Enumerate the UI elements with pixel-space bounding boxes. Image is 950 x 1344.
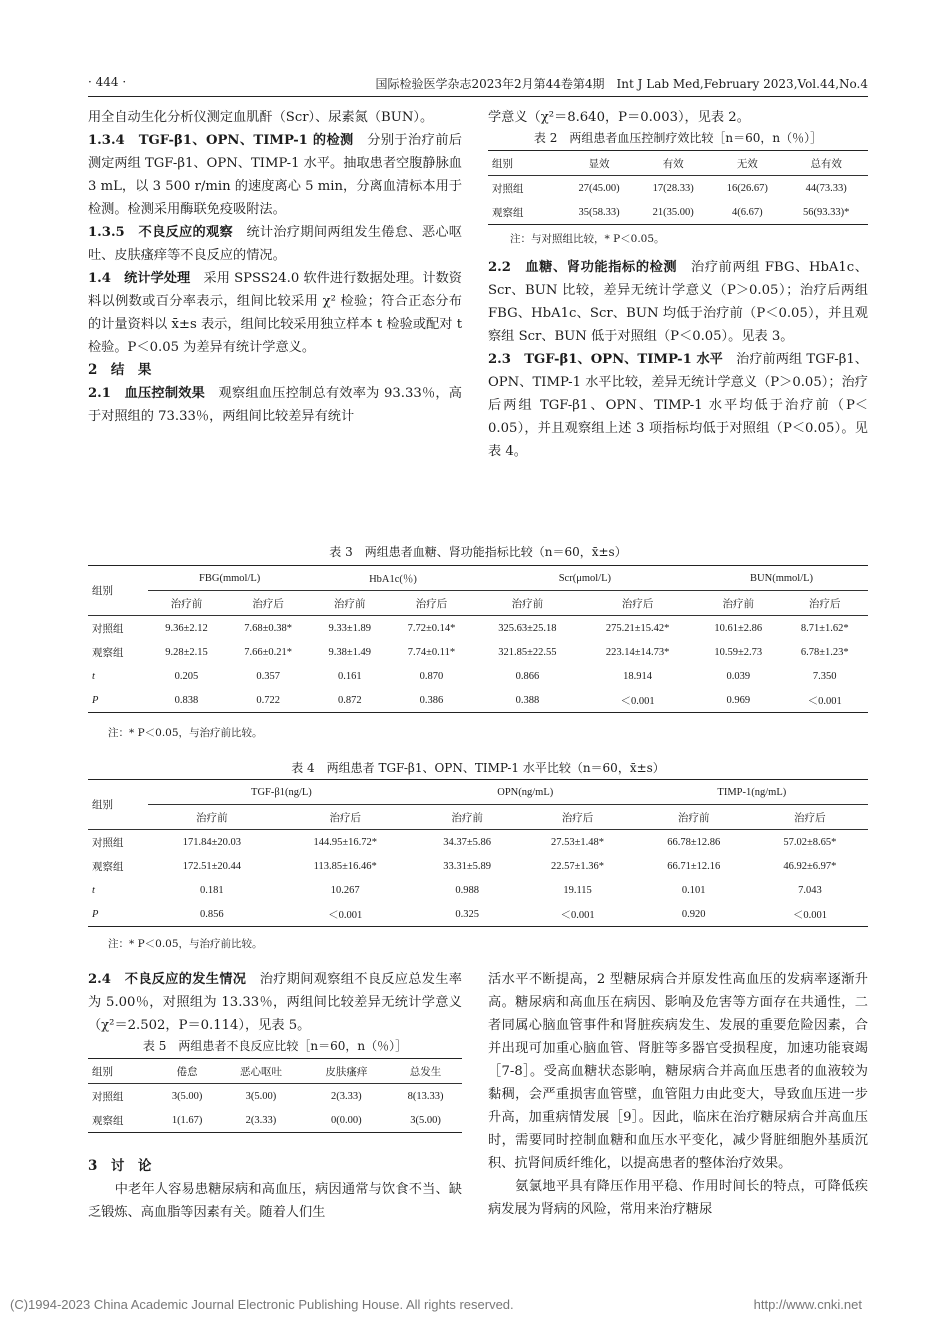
table-row (488, 200, 868, 225)
table-cell: 2(3.33) (331, 1090, 362, 1102)
header-cell: 治疗前 (722, 598, 755, 610)
header-cell: 治疗前 (451, 812, 483, 824)
paragraph-2-2 (488, 256, 868, 348)
table-cell: 7.350 (812, 670, 837, 682)
header-cell: 治疗后 (621, 598, 654, 610)
table-row (88, 830, 868, 855)
table-cell: 观察组 (92, 1115, 124, 1127)
header-cell: 治疗后 (561, 812, 594, 824)
paragraph-text: 治疗前两组 FBG、HbA1c、Scr、BUN 比较，差异无统计学意义（P＞0.05）；治疗后两组 FBG、HbA1c、Scr、BUN 均低于治疗前（P＜0.05），并且观察组 Scr、BUN 低于对照组（P＜0.05）。见表 3。 (488, 260, 868, 344)
table-cell: 对照组 (92, 623, 124, 635)
paragraph-2-3 (488, 348, 868, 463)
table-cell: t (92, 884, 95, 896)
table-header-row (488, 151, 868, 176)
table-cell: 对照组 (92, 837, 124, 849)
table-row (88, 664, 868, 688)
table5 (88, 1058, 462, 1133)
header-cell: Scr(μmol/L) (475, 566, 695, 591)
header-cell: 治疗后 (252, 598, 284, 610)
table-cell: 9.28±2.15 (165, 646, 208, 658)
header-cell: 组别 (492, 158, 513, 170)
table-cell: 8.71±1.62* (800, 622, 849, 634)
table3-note: 注：* P＜0.05，与治疗前比较。 (108, 727, 263, 739)
header-cell: OPN(ng/mL) (415, 780, 636, 805)
table-cell: 171.84±20.03 (182, 836, 241, 848)
table-cell: 0.388 (515, 694, 540, 706)
table-cell: 18.914 (623, 670, 653, 682)
table-header-row (88, 566, 868, 591)
table2-caption: 表 2 两组患者血压控制疗效比较［n＝60，n（％）］ (533, 131, 823, 145)
table-cell: 17(28.33) (652, 182, 694, 194)
table-cell: 325.63±25.18 (498, 622, 557, 634)
paragraph-text: 治疗前两组 TGF-β1、OPN、TIMP-1 水平比较，差异无统计学意义（P＞0.05）；治疗后两组 TGF-β1、OPN、TIMP-1 水平均低于治疗前（P＜0.05），并且观察组上述 3 项指标均低于对照组（P＜0.05）。见表 4。 (488, 352, 868, 459)
header-cell: 组别 (92, 1066, 113, 1078)
table-cell: 46.92±6.97* (783, 860, 837, 872)
table-cell: 1(1.67) (171, 1114, 203, 1126)
table-cell: 10.59±2.73 (714, 646, 763, 658)
paragraph-2-1 (88, 382, 462, 428)
header-cell: 总有效 (810, 158, 842, 170)
table-subheader-row (88, 591, 868, 616)
table-row (88, 1108, 462, 1133)
table-cell: ＜0.001 (792, 909, 827, 921)
table-row (88, 688, 868, 713)
table-subheader-row (88, 805, 868, 830)
table-cell: 7.74±0.11* (407, 646, 456, 658)
table-row (488, 176, 868, 201)
table-cell: P (92, 694, 99, 706)
paragraph: 氨氯地平具有降压作用平稳、作用时间长的特点，可降低疾病发展为肾病的风险，常用来治疗糖尿 (488, 1179, 868, 1217)
heading-1-4: 1.4 统计学处理 (88, 271, 191, 286)
paragraph: 活水平不断提高，2 型糖尿病合并原发性高血压的发病率逐渐升高。糖尿病和高血压在病因、影响及危害等方面存在共通性，二者同属心脑血管事件和肾脏疾病发生、发展的重要危险因素，合并出现可加重心脑血管、肾脏等多器官受损程度，加速功能衰竭［7-8］。受高血糖状态影响，糖尿病合并高血压患者的血液较为黏稠，会严重损害血管壁，血管阻力由此变大，导致血压进一步升高，加重病情发展［9］。因此，临床在治疗糖尿病合并高血压时，需要同时控制血糖和血压水平变化，减少肾脏细胞外基质沉积、抗肾间质纤维化，以提高患者的整体治疗效果。 (488, 972, 868, 1171)
page-number: · 444 · (88, 75, 127, 89)
table-cell: 0.920 (681, 908, 706, 920)
table-cell: 44(73.33) (805, 182, 847, 194)
table-cell: 3(5.00) (410, 1114, 441, 1126)
paragraph-1-3-5 (88, 221, 462, 267)
table-cell: 144.95±16.72* (313, 836, 377, 848)
table3 (88, 565, 868, 713)
table-cell: 3(5.00) (171, 1090, 203, 1102)
table-cell: P (92, 908, 99, 920)
header-cell: TIMP-1(ng/mL) (636, 780, 868, 805)
table-cell: 16(26.67) (726, 182, 768, 194)
table-cell: 0.856 (200, 908, 224, 920)
header-cell: 治疗前 (170, 598, 203, 610)
table-cell: 0.870 (419, 670, 444, 682)
table-cell: 观察组 (92, 861, 124, 873)
paragraph-1-4 (88, 267, 462, 359)
table-cell: 56(93.33)* (803, 206, 850, 218)
header-cell: 治疗后 (794, 812, 826, 824)
table-cell: ＜0.001 (807, 695, 842, 707)
table-cell: 66.71±12.16 (667, 860, 721, 872)
table-cell: 0.039 (726, 670, 751, 682)
paragraph-text: 采用 SPSS24.0 软件进行数据处理。计数资料以例数或百分率表示，组间比较采用 χ² 检验；符合正态分布的计量资料以 x̄±s 表示，组间比较采用独立样本 t 检验或配对 t 检验。P＜0.05 为差异有统计学意义。 (88, 271, 462, 355)
paragraph-text: 治疗期间观察组不良反应总发生率为 5.00％，对照组为 13.33％，两组间比较差异无统计学意义（χ²＝2.502，P＝0.114），见表 5。 (88, 972, 462, 1033)
table-cell: 8(13.33) (407, 1090, 444, 1102)
table-cell: ＜0.001 (620, 695, 655, 707)
paragraph-2-4 (88, 968, 462, 1037)
header-cell: 有效 (662, 158, 684, 170)
right-column-top (488, 106, 868, 463)
table-row (88, 854, 868, 878)
paragraph-text: 观察组血压控制总有效率为 93.33％，高于对照组的 73.33％，两组间比较差异有统计 (88, 386, 462, 424)
table-cell: 321.85±22.55 (498, 646, 557, 658)
table-row (88, 1084, 462, 1109)
table-cell: 223.14±14.73* (605, 646, 670, 658)
table-cell: 9.38±1.49 (328, 646, 372, 658)
header-cell: 治疗前 (334, 598, 366, 610)
header-cell: 治疗前 (196, 812, 228, 824)
table-cell: 6.78±1.23* (800, 646, 849, 658)
table-cell: 34.37±5.86 (443, 836, 492, 848)
header-cell: 显效 (588, 158, 610, 170)
header-cell: TGF-β1(ng/L) (148, 780, 415, 805)
table-cell: 0.325 (455, 908, 479, 920)
table4 (88, 779, 868, 927)
table-cell: 0.969 (726, 694, 751, 706)
section-results-heading: 2 结 果 (88, 362, 152, 378)
table-cell: 0.386 (419, 694, 444, 706)
header-cell: 治疗后 (329, 812, 361, 824)
paragraph: 学意义（χ²＝8.640，P＝0.003），见表 2。 (488, 110, 750, 125)
table-row (88, 640, 868, 664)
header-cell: BUN(mmol/L) (695, 566, 868, 591)
section-discussion-heading: 3 讨 论 (88, 1158, 152, 1174)
header-cell: 总发生 (409, 1066, 442, 1078)
header-cell: 治疗后 (808, 598, 841, 610)
table-cell: 9.36±2.12 (165, 622, 208, 634)
copyright-footer (10, 1297, 940, 1312)
table-cell: 10.61±2.86 (714, 622, 763, 634)
paragraph-1-3-4 (88, 129, 462, 221)
table4-caption: 表 4 两组患者 TGF-β1、OPN、TIMP-1 水平比较（n＝60，x̄±s） (291, 761, 665, 775)
heading-2-4: 2.4 不良反应的发生情况 (88, 972, 247, 987)
table-cell: 21(35.00) (652, 206, 694, 218)
table-row (88, 616, 868, 641)
table-cell: 275.21±15.42* (605, 622, 670, 634)
table2 (488, 150, 868, 225)
header-cell: 倦怠 (176, 1066, 198, 1078)
table-cell: 7.66±0.21* (244, 646, 293, 658)
paragraph: 用全自动生化分析仪测定血肌酐（Scr）、尿素氮（BUN）。 (88, 110, 434, 125)
header-cell: 治疗前 (511, 598, 544, 610)
heading-1-3-4: 1.3.4 TGF-β1、OPN、TIMP-1 的检测 (88, 133, 354, 148)
table-cell: 2(3.33) (245, 1114, 277, 1126)
table-cell: 0.101 (681, 884, 706, 896)
table-cell: 7.72±0.14* (407, 622, 456, 634)
table3-caption: 表 3 两组患者血糖、肾功能指标比较（n＝60，x̄±s） (329, 545, 627, 559)
table-cell: 27.53±1.48* (551, 836, 605, 848)
header-cell: 治疗后 (415, 598, 448, 610)
heading-1-3-5: 1.3.5 不良反应的观察 (88, 225, 233, 240)
table4-note: 注：* P＜0.05，与治疗前比较。 (108, 938, 263, 950)
left-column-bottom (88, 968, 462, 1224)
cnki-link[interactable]: http://www.cnki.net (753, 1297, 862, 1312)
header-cell: 恶心呕吐 (239, 1066, 282, 1078)
table-cell: 观察组 (492, 207, 524, 219)
table-cell: ＜0.001 (328, 909, 363, 921)
header-cell: 皮肤瘙痒 (325, 1066, 368, 1078)
table-cell: 35(58.33) (578, 206, 620, 218)
table-cell: 3(5.00) (245, 1090, 277, 1102)
header-cell: 无效 (736, 158, 758, 170)
table-header-row (88, 780, 868, 805)
paragraph-text: 统计治疗期间两组发生倦怠、恶心呕吐、皮肤瘙痒等不良反应的情况。 (88, 225, 462, 263)
table-cell: 0.205 (174, 670, 199, 682)
table5-caption: 表 5 两组患者不良反应比较［n＝60，n（％）］ (142, 1039, 408, 1053)
paragraph-text: 分别于治疗前后测定两组 TGF-β1、OPN、TIMP-1 水平。抽取患者空腹静脉血 3 mL，以 3 500 r/min 的速度离心 5 min，分离血清标本用于检测。检测采用酶联免疫吸附法。 (88, 133, 462, 217)
table-cell: 22.57±1.36* (551, 860, 605, 872)
table-cell: 10.267 (330, 884, 360, 896)
table-cell: 0.722 (256, 694, 280, 706)
table-cell: 0.357 (256, 670, 280, 682)
table-cell: 7.68±0.38* (244, 622, 293, 634)
left-column-top (88, 106, 462, 428)
journal-citation: 国际检验医学杂志2023年2月第44卷第4期 Int J Lab Med,February 2023,Vol.44,No.4 (375, 77, 868, 91)
header-cell: HbA1c(％) (311, 566, 474, 591)
header-cell: 组别 (92, 586, 113, 597)
heading-2-2: 2.2 血糖、肾功能指标的检测 (488, 260, 678, 275)
table-cell: 0(0.00) (331, 1114, 362, 1126)
paragraph: 中老年人容易患糖尿病和高血压，病因通常与饮食不当、缺乏锻炼、高血脂等因素有关。随着人们生 (88, 1182, 462, 1220)
table-cell: t (92, 670, 95, 682)
table-cell: 4(6.67) (732, 206, 763, 218)
table-cell: 19.115 (563, 884, 592, 896)
heading-2-3: 2.3 TGF-β1、OPN、TIMP-1 水平 (488, 352, 723, 367)
table-cell: 9.33±1.89 (328, 622, 372, 634)
table-row (88, 902, 868, 927)
heading-2-1: 2.1 血压控制效果 (88, 386, 206, 401)
table-cell: 0.872 (337, 694, 362, 706)
table-cell: 113.85±16.46* (313, 860, 377, 872)
table-cell: ＜0.001 (560, 909, 595, 921)
table-cell: 0.988 (455, 884, 479, 896)
table-cell: 0.181 (200, 884, 224, 896)
table-cell: 0.866 (515, 670, 540, 682)
table-cell: 对照组 (92, 1091, 124, 1103)
running-header (88, 70, 868, 97)
table-header-row (88, 1059, 462, 1084)
table2-note: 注：与对照组比较，* P＜0.05。 (510, 233, 665, 245)
table-cell: 观察组 (92, 647, 124, 659)
table-cell: 57.02±8.65* (783, 836, 837, 848)
table-cell: 66.78±12.86 (667, 836, 721, 848)
table-row (88, 878, 868, 902)
table-cell: 对照组 (492, 183, 524, 195)
table-cell: 0.838 (174, 694, 199, 706)
table-cell: 7.043 (798, 884, 822, 896)
right-column-bottom (488, 968, 868, 1221)
header-cell: FBG(mmol/L) (148, 566, 311, 591)
table-cell: 27(45.00) (578, 182, 620, 194)
table-cell: 0.161 (337, 670, 362, 682)
header-cell: 治疗前 (677, 812, 710, 824)
header-cell: 组别 (92, 800, 113, 811)
copyright-text: (C)1994-2023 China Academic Journal Electronic Publishing House. All rights reserved. (10, 1297, 514, 1312)
table-cell: 33.31±5.89 (443, 860, 492, 872)
table-cell: 172.51±20.44 (182, 860, 241, 872)
